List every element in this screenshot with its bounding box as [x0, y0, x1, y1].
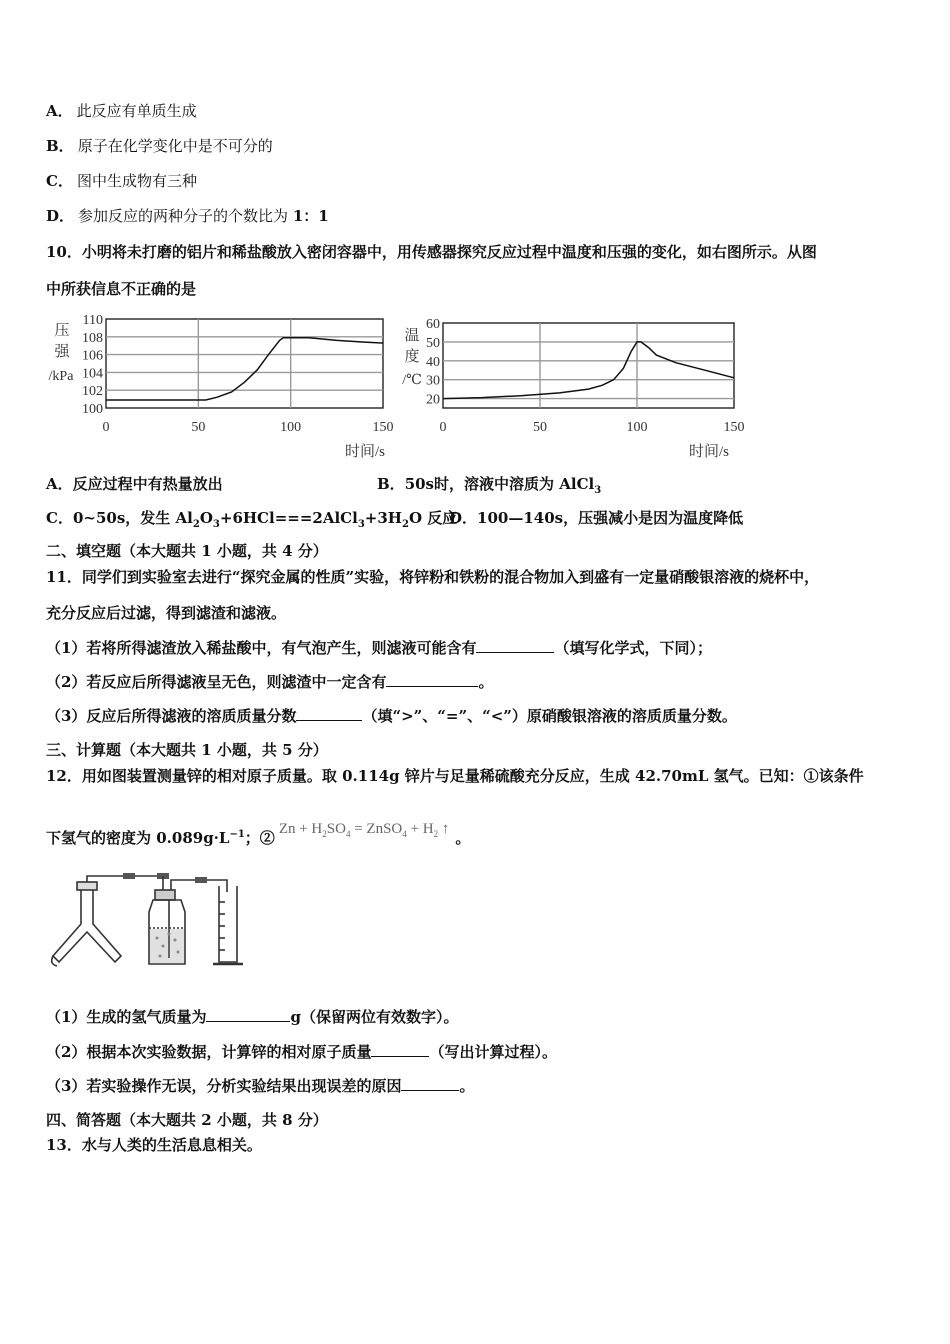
q9-option-d: D． 参加反应的两种分子的个数比为 1：1	[46, 207, 329, 225]
q13-stem: 13．水与人类的生活息息相关。	[46, 1136, 262, 1154]
temperature-ylabel-char2: 度	[404, 349, 420, 365]
pressure-xlabel: 时间/s	[344, 444, 386, 460]
temperature-chart	[397, 310, 752, 465]
section3-heading: 三、计算题（本大题共 1 小题，共 5 分）	[46, 741, 328, 759]
pressure-x-tick-label: 50	[191, 420, 206, 435]
q12-part2-blank[interactable]	[371, 1042, 429, 1057]
q12-part2: （2）根据本次实验数据，计算锌的相对原子质量 （写出计算过程）。	[46, 1043, 557, 1061]
pressure-plot-frame	[106, 319, 383, 408]
pressure-y-tick-label: 106	[82, 348, 103, 364]
q11-stem-line1: 11．同学们到实验室去进行“探究金属的性质”实验，将锌粉和铁粉的混合物加入到盛有一定量硝酸银溶液的烧杯中，	[46, 568, 820, 586]
pressure-x-tick-label: 100	[280, 420, 302, 435]
q10-option-c: C．0~50s，发生 $Al_2O_3+6HCl===2AlCl_3+3H_2O$ 反应	[46, 509, 458, 530]
q9-option-b: B． 原子在化学变化中是不可分的	[46, 137, 273, 155]
temperature-y-tick-label: 30	[426, 373, 440, 389]
pressure-y-tick-label: 110	[82, 313, 103, 328]
q10-stem-line1: 10．小明将未打磨的铝片和稀盐酸放入密闭容器中，用传感器探究反应过程中温度和压强的变化，如右图所示。从图	[46, 243, 817, 261]
q11-part3-blank[interactable]	[296, 706, 362, 721]
temperature-y-tick-label: 60	[426, 317, 440, 332]
q12-part3: （3）若实验操作无误，分析实验结果出现误差的原因 。	[46, 1077, 475, 1095]
temperature-y-tick-label: 50	[426, 335, 440, 351]
pressure-x-tick-label: 150	[372, 420, 394, 435]
temperature-series-line	[443, 342, 734, 399]
apparatus-svg	[45, 872, 245, 972]
q12-stem-line2: 下氢气的密度为 $0.089g\cdot L^{-1}$；② $Zn + H_2SO_4$ = ZnSO$_4$ + $H_2$ ↑ 。	[46, 821, 471, 847]
q10-option-b: B．50s时，溶液中溶质为 AlCl$_3$	[377, 475, 602, 496]
pressure-chart-svg	[40, 310, 395, 465]
pressure-y-tick-label: 108	[82, 330, 103, 346]
q10-stem-line2: 中所获信息不正确的是	[46, 280, 197, 298]
pressure-ylabel-unit: /kPa	[48, 369, 74, 384]
temperature-x-tick-label: 0	[439, 420, 447, 435]
q10-option-d: D．100—140s，压强减小是因为温度降低	[449, 509, 744, 527]
temperature-xlabel: 时间/s	[688, 444, 730, 460]
pressure-chart	[40, 310, 395, 465]
reaction-equation: $Zn + H_2SO_4$ = ZnSO$_4$ + $H_2$ ↑	[278, 821, 450, 839]
pressure-y-tick-label: 104	[82, 366, 103, 382]
q12-part3-blank[interactable]	[401, 1076, 459, 1091]
temperature-x-tick-label: 50	[533, 420, 547, 435]
pressure-ylabel-char1: 压	[54, 323, 70, 339]
q10-option-a: A．反应过程中有热量放出	[46, 475, 223, 493]
temperature-ylabel-unit: /℃	[402, 373, 422, 388]
q11-part2: （2）若反应后所得滤液呈无色，则滤渣中一定含有 。	[46, 673, 494, 691]
temperature-x-tick-label: 100	[626, 420, 648, 435]
temperature-y-tick-label: 40	[426, 354, 440, 370]
pressure-y-tick-label: 102	[82, 384, 103, 400]
q12-stem-line1: 12．用如图装置测量锌的相对原子质量。取 0.114g 锌片与足量稀硫酸充分反应，生成 42.70mL 氢气。已知：①该条件	[46, 767, 864, 785]
q11-part1-blank[interactable]	[476, 638, 554, 653]
temperature-ylabel-char1: 温	[404, 328, 420, 344]
q11-part1: （1）若将所得滤渣放入稀盐酸中，有气泡产生，则滤液可能含有 （填写化学式，下同）；	[46, 639, 712, 657]
apparatus-diagram	[45, 872, 245, 972]
temperature-chart-svg	[397, 310, 752, 465]
q11-stem-line2: 充分反应后过滤，得到滤渣和滤液。	[46, 604, 287, 622]
temperature-x-tick-label: 150	[723, 420, 745, 435]
section4-heading: 四、简答题（本大题共 2 小题，共 8 分）	[46, 1111, 328, 1129]
pressure-y-tick-label: 100	[82, 402, 103, 417]
temperature-plot-frame	[443, 323, 734, 408]
temperature-y-tick-label: 20	[426, 392, 440, 408]
q11-part3: （3）反应后所得滤液的溶质质量分数 （填“>”、“=”、“<”）原硝酸银溶液的溶质质量分数。	[46, 707, 737, 725]
q12-part1-blank[interactable]	[206, 1007, 290, 1022]
pressure-x-tick-label: 0	[102, 420, 110, 435]
section2-heading: 二、填空题（本大题共 1 小题，共 4 分）	[46, 542, 328, 560]
q9-option-a: A． 此反应有单质生成	[46, 102, 197, 120]
q11-part2-blank[interactable]	[386, 672, 478, 687]
q9-option-c: C． 图中生成物有三种	[46, 172, 197, 190]
q12-part1: （1）生成的氢气质量为 g（保留两位有效数字）。	[46, 1008, 459, 1026]
pressure-ylabel-char2: 强	[54, 344, 70, 360]
